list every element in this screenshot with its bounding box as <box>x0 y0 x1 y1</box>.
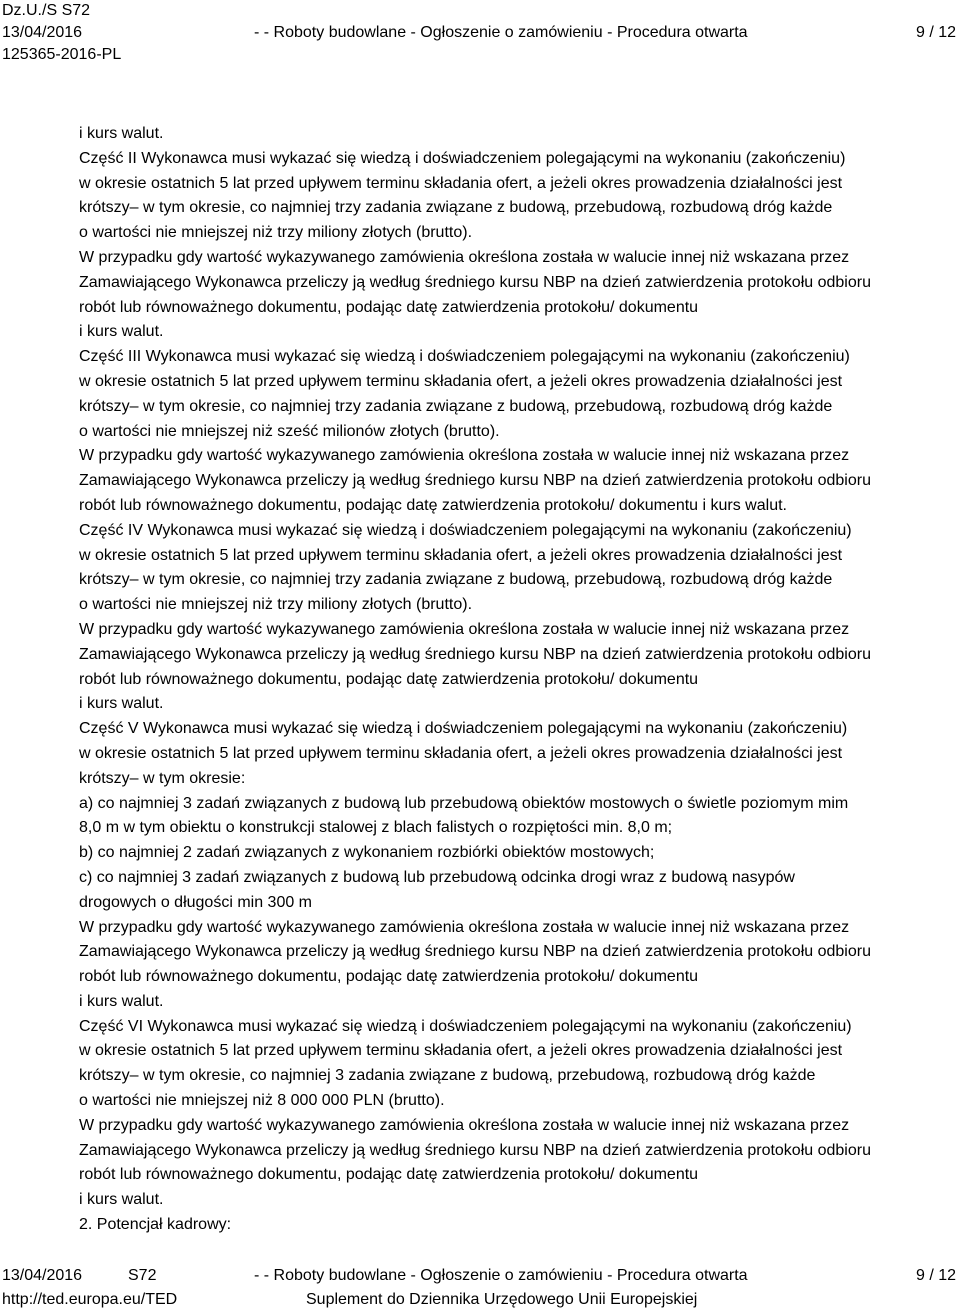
text-line: krótszy– w tym okresie, co najmniej trzy zadania związane z budową, przebudową, rozbudową dróg każde <box>79 397 833 415</box>
footer-date: 13/04/2016 <box>2 1267 83 1284</box>
text-line: krótszy– w tym okresie: <box>79 769 246 787</box>
text-line: w okresie ostatnich 5 lat przed upływem terminu składania ofert, a jeżeli okres prowadzenia działalności jest <box>79 174 843 192</box>
text-line: Zamawiającego Wykonawca przeliczy ją według średniego kursu NBP na dzień zatwierdzenia protokołu odbioru <box>79 273 871 291</box>
text-line: Część II Wykonawca musi wykazać się wiedzą i doświadczeniem polegającymi na wykonaniu (zakończeniu) <box>79 149 846 167</box>
footer-page-number: 9 / 12 <box>915 1267 956 1284</box>
text-line: krótszy– w tym okresie, co najmniej trzy zadania związane z budową, przebudową, rozbudową dróg każde <box>79 571 833 589</box>
header-date: 13/04/2016 <box>2 24 83 41</box>
text-line: robót lub równoważnego dokumentu, podając datę zatwierdzenia protokołu/ dokumentu <box>79 1166 699 1184</box>
text-line: W przypadku gdy wartość wykazywanego zamówienia określona została w walucie innej niż wskazana przez <box>79 918 850 936</box>
text-line: o wartości nie mniejszej niż trzy miliony złotych (brutto). <box>79 224 473 242</box>
text-line: Część VI Wykonawca musi wykazać się wiedzą i doświadczeniem polegającymi na wykonaniu (zakończeniu) <box>79 1017 852 1035</box>
text-line: c) co najmniej 3 zadań związanych z budową lub przebudową odcinka drogi wraz z budową nasypów <box>79 868 795 886</box>
footer-url: http://ted.europa.eu/TED <box>2 1291 178 1308</box>
text-line: o wartości nie mniejszej niż sześć milionów złotych (brutto). <box>79 422 500 440</box>
journal-ref: Dz.U./S S72 <box>2 2 91 19</box>
text-line: i kurs walut. <box>79 1191 164 1209</box>
text-line: o wartości nie mniejszej niż 8 000 000 PLN (brutto). <box>79 1092 445 1110</box>
footer-supplement: Suplement do Dziennika Urzędowego Unii Europejskiej <box>306 1291 698 1308</box>
text-line: W przypadku gdy wartość wykazywanego zamówienia określona została w walucie innej niż wskazana przez <box>79 248 850 266</box>
text-line: i kurs walut. <box>79 323 164 341</box>
footer-title: - - Roboty budowlane - Ogłoszenie o zamówieniu - Procedura otwarta <box>254 1267 748 1284</box>
text-line: 2. Potencjał kadrowy: <box>79 1216 232 1234</box>
header-title: - - Roboty budowlane - Ogłoszenie o zamówieniu - Procedura otwarta <box>254 24 748 41</box>
text-line: drogowych o długości min 300 m <box>79 893 313 911</box>
page-footer <box>0 1264 960 1311</box>
text-line: Część IV Wykonawca musi wykazać się wiedzą i doświadczeniem polegającymi na wykonaniu (zakończeniu) <box>79 521 852 539</box>
notice-ref: 125365-2016-PL <box>2 46 122 63</box>
text-line: robót lub równoważnego dokumentu, podając datę zatwierdzenia protokołu/ dokumentu i kurs walut. <box>79 496 787 514</box>
text-line: i kurs walut. <box>79 695 164 713</box>
document-body <box>79 122 954 1238</box>
text-line: 8,0 m w tym obiektu o konstrukcji stalowej z blach falistych o rozpiętości min. 8,0 m; <box>79 819 673 837</box>
text-line: W przypadku gdy wartość wykazywanego zamówienia określona została w walucie innej niż wskazana przez <box>79 620 850 638</box>
text-line: i kurs walut. <box>79 992 164 1010</box>
text-line: b) co najmniej 2 zadań związanych z wykonaniem rozbiórki obiektów mostowych; <box>79 844 655 862</box>
text-line: Zamawiającego Wykonawca przeliczy ją według średniego kursu NBP na dzień zatwierdzenia protokołu odbioru <box>79 645 871 663</box>
text-line: a) co najmniej 3 zadań związanych z budową lub przebudową obiektów mostowych o świetle poziomym mim <box>79 794 849 812</box>
text-line: Część V Wykonawca musi wykazać się wiedzą i doświadczeniem polegającymi na wykonaniu (zakończeniu) <box>79 720 848 738</box>
text-line: krótszy– w tym okresie, co najmniej 3 zadania związane z budową, przebudową, rozbudową dróg każde <box>79 1067 816 1085</box>
footer-series: S72 <box>128 1267 157 1284</box>
text-line: Zamawiającego Wykonawca przeliczy ją według średniego kursu NBP na dzień zatwierdzenia protokołu odbioru <box>79 472 871 490</box>
header-page-number: 9 / 12 <box>915 24 956 41</box>
text-line: robót lub równoważnego dokumentu, podając datę zatwierdzenia protokołu/ dokumentu <box>79 670 699 688</box>
text-line: W przypadku gdy wartość wykazywanego zamówienia określona została w walucie innej niż wskazana przez <box>79 1116 850 1134</box>
text-line: w okresie ostatnich 5 lat przed upływem terminu składania ofert, a jeżeli okres prowadzenia działalności jest <box>79 372 843 390</box>
text-line: Zamawiającego Wykonawca przeliczy ją według średniego kursu NBP na dzień zatwierdzenia protokołu odbioru <box>79 943 871 961</box>
text-line: i kurs walut. <box>79 125 164 142</box>
text-line: o wartości nie mniejszej niż trzy miliony złotych (brutto). <box>79 596 473 614</box>
text-line: krótszy– w tym okresie, co najmniej trzy zadania związane z budową, przebudową, rozbudową dróg każde <box>79 199 833 217</box>
text-line: w okresie ostatnich 5 lat przed upływem terminu składania ofert, a jeżeli okres prowadzenia działalności jest <box>79 744 843 762</box>
text-line: Zamawiającego Wykonawca przeliczy ją według średniego kursu NBP na dzień zatwierdzenia protokołu odbioru <box>79 1141 871 1159</box>
text-line: robót lub równoważnego dokumentu, podając datę zatwierdzenia protokołu/ dokumentu <box>79 968 699 986</box>
text-line: W przypadku gdy wartość wykazywanego zamówienia określona została w walucie innej niż wskazana przez <box>79 447 850 465</box>
page-header <box>0 0 960 70</box>
text-line: w okresie ostatnich 5 lat przed upływem terminu składania ofert, a jeżeli okres prowadzenia działalności jest <box>79 546 843 564</box>
text-line: w okresie ostatnich 5 lat przed upływem terminu składania ofert, a jeżeli okres prowadzenia działalności jest <box>79 1042 843 1060</box>
text-line: robót lub równoważnego dokumentu, podając datę zatwierdzenia protokołu/ dokumentu <box>79 298 699 316</box>
text-line: Część III Wykonawca musi wykazać się wiedzą i doświadczeniem polegającymi na wykonaniu (zakończeniu) <box>79 348 850 366</box>
